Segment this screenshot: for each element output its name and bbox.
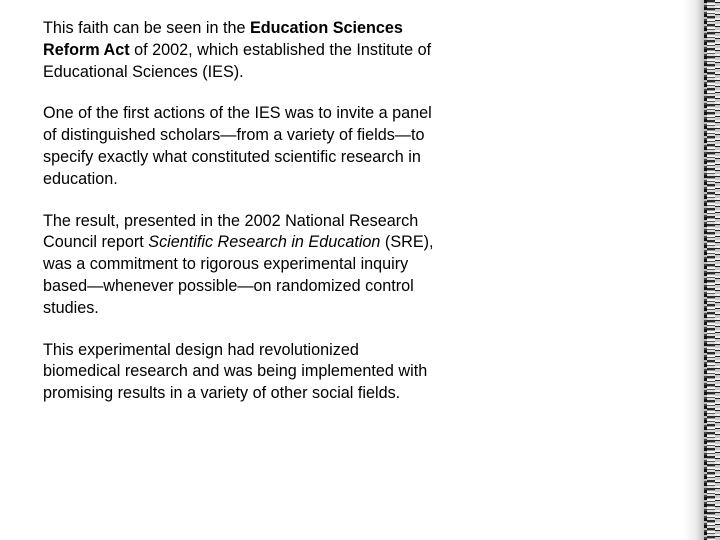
paragraph-4-text: This experimental design had revolutionized biomedical research and was being implemented with promising results in a variety of other social fields. [43, 340, 428, 403]
paragraph-2-text: One of the first actions of the IES was to invite a panel of distinguished scholars—from a variety of fields—to specify exactly what constituted scientific research in education. [43, 104, 432, 188]
film-strip-border [704, 0, 720, 540]
paragraph-sre-report [43, 211, 438, 320]
edge-shadow [684, 0, 704, 540]
paragraph-education-act [43, 18, 438, 83]
education-sciences-reform-act-title: Education Sciences Reform Act [43, 19, 403, 59]
paragraph-3-post: (SRE), was a commitment to rigorous experimental inquiry based—whenever possible—on randomized control studies. [43, 233, 434, 317]
decorative-edge-border [684, 0, 720, 540]
paragraph-experimental-design [43, 340, 438, 405]
paragraph-1-pre: This faith can be seen in the [43, 19, 250, 37]
paragraph-1-post: of 2002, which established the Institute of Educational Sciences (IES). [43, 40, 432, 81]
paragraph-ies-panel [43, 103, 438, 190]
paragraph-3-pre: The result, presented in the 2002 National Research Council report [43, 211, 419, 252]
slide-body-text [43, 18, 438, 425]
sre-report-title: Scientific Research in Education [148, 233, 381, 252]
